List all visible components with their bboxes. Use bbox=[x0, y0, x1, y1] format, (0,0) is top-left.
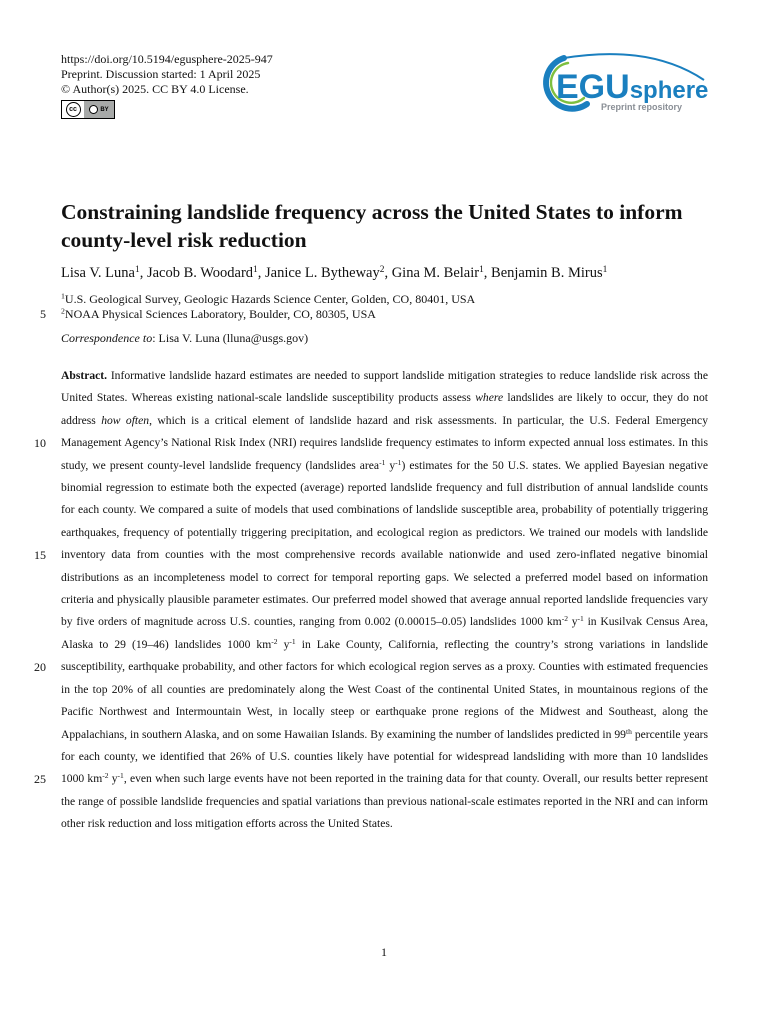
author: Janice L. Bytheway$^2$ bbox=[264, 264, 385, 281]
affiliation-2: $^2$NOAA Physical Sciences Laboratory, Boulder, CO, 80305, USA bbox=[61, 306, 376, 321]
abstract-label: Abstract. bbox=[61, 369, 108, 382]
cc-icon: cc bbox=[62, 101, 84, 118]
line-number: 25 bbox=[34, 772, 46, 786]
line-number: 5 bbox=[40, 307, 46, 321]
svg-text:EGUsphere bbox=[556, 68, 708, 106]
logo-tagline: Preprint repository bbox=[601, 102, 683, 112]
logo-name-egu: EGU bbox=[556, 68, 630, 106]
correspondence: Correspondence to: Lisa V. Luna (lluna@usgs.gov) bbox=[61, 331, 309, 345]
line-number: 15 bbox=[34, 548, 46, 562]
cc-by-badge[interactable] bbox=[61, 100, 115, 119]
author: Jacob B. Woodard$^1$ bbox=[146, 264, 258, 281]
line-number: 10 bbox=[34, 436, 46, 450]
doi-link[interactable]: https://doi.org/10.5194/egusphere-2025-947 bbox=[61, 52, 273, 66]
abstract: Abstract. Informative landslide hazard estimates are needed to support landslide mitigation strategies to reduce landslide risk across the United States. Whereas existing national-scale landslide susceptibility products assess where landslides are likely to occur, they do not address how often, which is a critical element of landslide hazard and risk assessments. In particular, the U.S. Federal Emergency Management Agency’s National Risk Index (NRI) requires landslide frequency estimates to inform expected annual loss estimates. In this study, we present county-level landslide frequency (landslides area$^{-1}$ $y^{-1}$) estimates for the 50 U.S. states. We applied Bayesian negative binomial regression to estimate both the expected (average) reported landslide frequency and full distribution of annual landslide counts for each county. We compared a suite of models that used combinations of landslide susceptible area, probability of potentially triggering earthquakes, frequency of potentially triggering precipitation, and ecological region as predictors. We trained our models with landslide inventory data from counties with the most comprehensive records available nationwide and used zero-inflated negative binomial distributions as an incompleteness model to correct for temporal reporting gaps. We selected a preferred model based on information criteria and physically plausible parameter estimates. Our preferred model showed that average annual reported landslide frequencies vary by five orders of magnitude across U.S. counties, ranging from 0.002 (0.00015–0.05) landslides 1000 $km^{-2}$ $y^{-1}$ in Kusilvak Census Area, Alaska to 29 (19–46) landslides 1000 $km^{-2}$ $y^{-1}$ in Lake County, California, reflecting the country’s strong variations in landslide susceptibility, earthquake probability, and other factors for which ecological region serves as a proxy. Counties with estimated frequencies in the top 20% of all counties are predominately along the West Coast of the continental United States, in mountainous regions of the Pacific Northwest and Intermountain West, in locally steep or earthquake prone regions of the Midwest and Southeast, along the Appalachians, in southern Alaska, and on some Hawaiian Islands. By examining the number of landslides predicted in 99th percentile years for each county, we identified that 26% of U.S. counties likely have potential for widespread landsliding with more than 10 landslides 1000 $km^{-2}$ $y^{-1}$, even when such large events have not been reported in the training data for that county. Overall, our results better represent the range of possible landslide frequencies and spatial variations than previous national-scale estimates reported in the NRI and can inform other risk reduction and loss mitigation efforts across the United States. bbox=[61, 369, 708, 831]
cc-badge-label: BY bbox=[100, 106, 109, 113]
author-list: Lisa V. Luna$^1$, Jacob B. Woodard$^1$, Janice L. Bytheway$^2$, Gina M. Belair$^1$, Benjamin B. Mirus$^1$ bbox=[61, 264, 608, 281]
preprint-header bbox=[61, 52, 273, 119]
affiliation-1: $^1$U.S. Geological Survey, Geologic Hazards Science Center, Golden, CO, 80401, USA bbox=[61, 291, 476, 306]
line-number: 20 bbox=[34, 660, 46, 674]
person-icon bbox=[89, 105, 98, 114]
page-number: 1 bbox=[381, 945, 387, 959]
author: Gina M. Belair$^1$ bbox=[391, 264, 484, 281]
egusphere-logo[interactable] bbox=[540, 52, 710, 114]
author: Lisa V. Luna$^1$ bbox=[61, 264, 140, 281]
author: Benjamin B. Mirus$^1$ bbox=[491, 264, 608, 281]
paper-title: Constraining landslide frequency across the United States to inform county-level risk reduction bbox=[61, 200, 683, 252]
discussion-date: Preprint. Discussion started: 1 April 2025 bbox=[61, 67, 261, 81]
logo-name-sphere: sphere bbox=[629, 77, 709, 104]
correspondence-label: Correspondence to bbox=[61, 331, 153, 345]
license-text: © Author(s) 2025. CC BY 4.0 License. bbox=[61, 82, 249, 96]
